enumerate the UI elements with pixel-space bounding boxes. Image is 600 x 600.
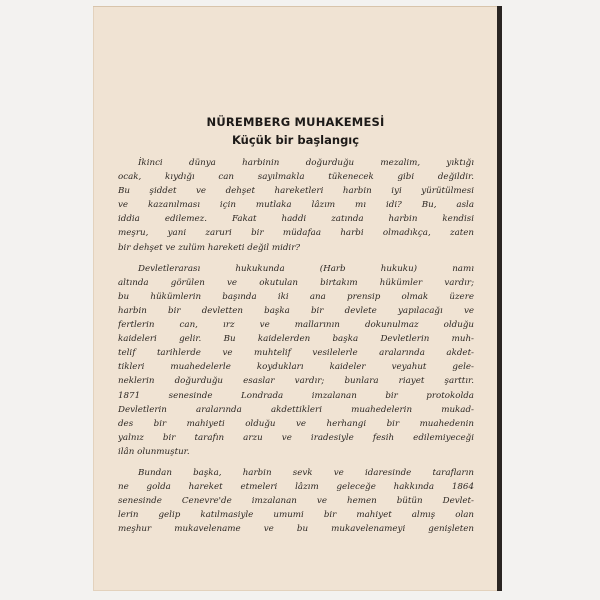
text-line: Devletlerarası hukukunda (Harb hukuku) namı: [138, 263, 474, 274]
paragraph: [118, 466, 474, 536]
text-line: meşru, yani zaruri bir müdafaa harbi olmadıkça, zaten: [118, 228, 474, 239]
text-line: ne golda hareket etmeleri lâzım geleceğe hakkında 1864: [118, 482, 474, 493]
text-line: Bundan başka, harbin sevk ve idaresinde tarafların: [138, 467, 474, 478]
text-line: des bir mahiyeti olduğu ve herhangi bir muahedenin: [118, 418, 474, 429]
text-line: telif tarihlerde ve muhtelif vesilelerle aralarında akdet-: [118, 348, 474, 359]
text-line: harbin bir devletten başka bir devlete yapılacağı ve: [118, 305, 474, 316]
text-line: ilân olunmuştur.: [118, 446, 190, 457]
text-line: iddia edilemez. Fakat haddi zatında harbin kendisi: [118, 214, 474, 225]
body-text: [118, 156, 474, 536]
text-line: neklerin doğurduğu esaslar vardır; bunlara riayet şarttır.: [118, 376, 474, 387]
chapter-title: NÜREMBERG MUHAKEMESİ: [206, 115, 385, 129]
text-line: lerin gelip katılmasiyle umumi bir mahiyet almış olan: [118, 510, 474, 521]
text-line: 1871 senesinde Londrada imzalanan bir protokolda: [118, 390, 474, 401]
page-right-edge: [497, 6, 502, 591]
text-line: ocak, kıydığı can sayılmakla tükenecek gibi değildir.: [118, 172, 474, 183]
text-line: ve kazanılması için mutlaka lâzım mı idi? Bu, asla: [118, 200, 474, 211]
text-line: senesinde Cenevre'de imzalanan ve hemen bütün Devlet-: [118, 496, 474, 507]
chapter-subtitle: Küçük bir başlangıç: [231, 133, 360, 147]
text-line: bir dehşet ve zulüm hareketi değil midir?: [118, 242, 301, 253]
text-line: Bu şiddet ve dehşet hareketleri harbin iyi yürütülmesi: [118, 186, 474, 197]
page-top-edge: [93, 6, 498, 7]
text-line: Devletlerin aralarında akdettikleri muahedelerin mukad-: [118, 404, 474, 415]
paragraph: [118, 156, 474, 255]
text-line: bu hükümlerin başında iki ana prensip olmak üzere: [118, 291, 474, 302]
text-line: meşhur mukavelename ve bu mukavelenameyi genişleten: [118, 524, 474, 535]
paragraph: [118, 262, 474, 459]
text-line: tikleri muahedelerle koydukları kaideler veyahut gele-: [118, 362, 474, 373]
text-line: altında görülen ve okutulan birtakım hükümler vardır;: [118, 277, 474, 288]
text-line: kaideleri gelir. Bu kaidelerden başka Devletlerin muh-: [118, 334, 474, 345]
text-line: İkinci dünya harbinin doğurduğu mezalim, yıktığı: [138, 158, 474, 168]
text-line: yalnız bir tarafın arzu ve iradesiyle fesih edilemiyeceği: [118, 432, 474, 443]
text-line: fertlerin can, ırz ve mallarının dokunulmaz olduğu: [118, 320, 474, 331]
